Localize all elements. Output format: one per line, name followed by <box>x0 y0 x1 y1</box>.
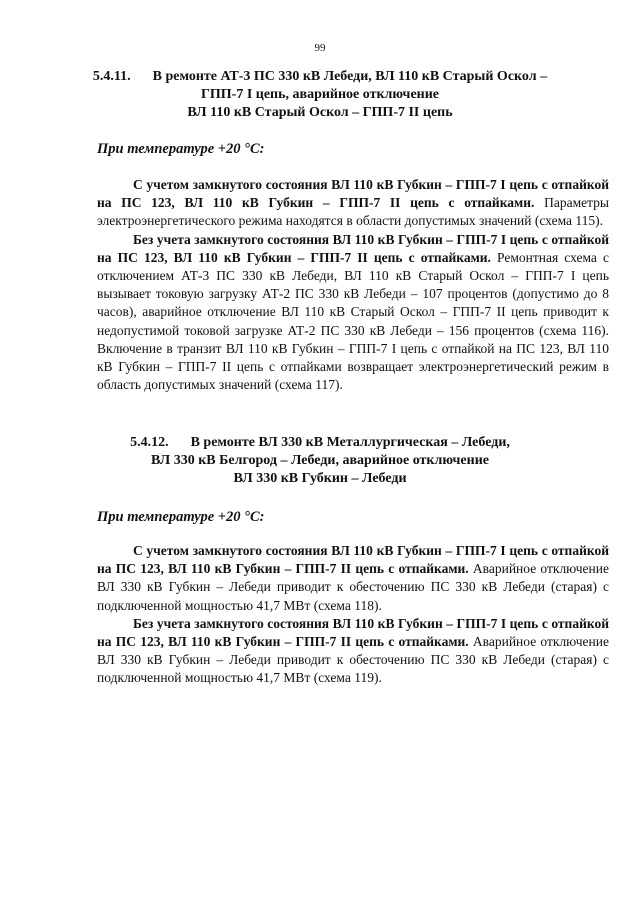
paragraph-text: Параметры электроэнергетического режима находятся в области допустимых значений (схема 115). <box>97 195 609 229</box>
paragraph <box>97 176 609 231</box>
section-heading-5-4-12 <box>0 434 640 488</box>
section-5-4-12-body <box>97 542 609 688</box>
paragraph <box>97 542 609 615</box>
section-5-4-11-body <box>97 176 609 394</box>
heading-line-3: ВЛ 110 кВ Старый Оскол – ГПП-7 II цепь <box>187 105 453 120</box>
paragraph <box>97 615 609 688</box>
temperature-label: При температуре +20 °С: <box>97 509 265 525</box>
paragraph <box>97 231 609 395</box>
paragraph-lead: С учетом замкнутого состояния ВЛ 110 кВ Губкин – ГПП-7 I цепь с отпайкой на ПС 123, ВЛ 110 кВ Губкин – ГПП-7 II цепь с отпайками. <box>97 177 609 211</box>
heading-line-2: ВЛ 330 кВ Белгород – Лебеди, аварийное отключение <box>151 453 489 468</box>
section-number: 5.4.12. <box>130 435 169 450</box>
heading-line-2: ГПП-7 I цепь, аварийное отключение <box>200 87 440 102</box>
heading-line-1 <box>0 68 640 86</box>
paragraph-lead: Без учета замкнутого состояния ВЛ 110 кВ Губкин – ГПП-7 I цепь с отпайкой на ПС 123, ВЛ 110 кВ Губкин – ГПП-7 II цепь с отпайками. <box>97 615 609 650</box>
temperature-label: При температуре +20 °С: <box>97 141 265 157</box>
paragraph-text: Аварийное отключение ВЛ 330 кВ Губкин – Лебеди приводит к обесточению ПС 330 кВ Лебеди (старая) с подключенной мощностью 41,7 МВт (схема 119). <box>97 634 609 686</box>
paragraph-lead: Без учета замкнутого состояния ВЛ 110 кВ Губкин – ГПП-7 I цепь с отпайкой на ПС 123, ВЛ 110 кВ Губкин – ГПП-7 II цепь с отпайками. <box>97 231 609 265</box>
heading-line-1 <box>0 434 640 452</box>
heading-title-part-1: В ремонте АТ-3 ПС 330 кВ Лебеди, ВЛ 110 кВ Старый Оскол – <box>152 69 548 84</box>
heading-title-part-1: В ремонте ВЛ 330 кВ Металлургическая – Лебеди, <box>190 435 510 450</box>
page-number: 99 <box>314 42 326 54</box>
heading-line-3: ВЛ 330 кВ Губкин – Лебеди <box>233 471 407 486</box>
paragraph-text: Ремонтная схема с отключением АТ-3 ПС 330 кВ Лебеди, ВЛ 110 кВ Старый Оскол – ГПП-7 I цепь вызывает токовую загрузку АТ-2 ПС 330 кВ Лебеди – 107 процентов (допустимо до 8 часов), аварийное отключение ВЛ 110 кВ Старый Оскол – ГПП-7 II цепь приводит к недопустимой токовой загрузке АТ-2 ПС 330 кВ Лебеди – 156 процентов (схема 116). Включение в транзит ВЛ 110 кВ Губкин – ГПП-7 I цепь с отпайкой на ПС 123, ВЛ 110 кВ Губкин – ГПП-7 II цепь с отпайками возвращает электроэнергетический режим в область допустимых значений (схема 117). <box>97 249 609 393</box>
paragraph-lead: С учетом замкнутого состояния ВЛ 110 кВ Губкин – ГПП-7 I цепь с отпайкой на ПС 123, ВЛ 110 кВ Губкин – ГПП-7 II цепь с отпайками. <box>97 543 609 577</box>
section-number: 5.4.11. <box>92 69 131 84</box>
paragraph-text: Аварийное отключение ВЛ 330 кВ Губкин – Лебеди приводит к обесточению ПС 330 кВ Лебеди (старая) с подключенной мощностью 41,7 МВт (схема 118). <box>97 561 609 613</box>
section-heading-5-4-11 <box>0 68 640 122</box>
